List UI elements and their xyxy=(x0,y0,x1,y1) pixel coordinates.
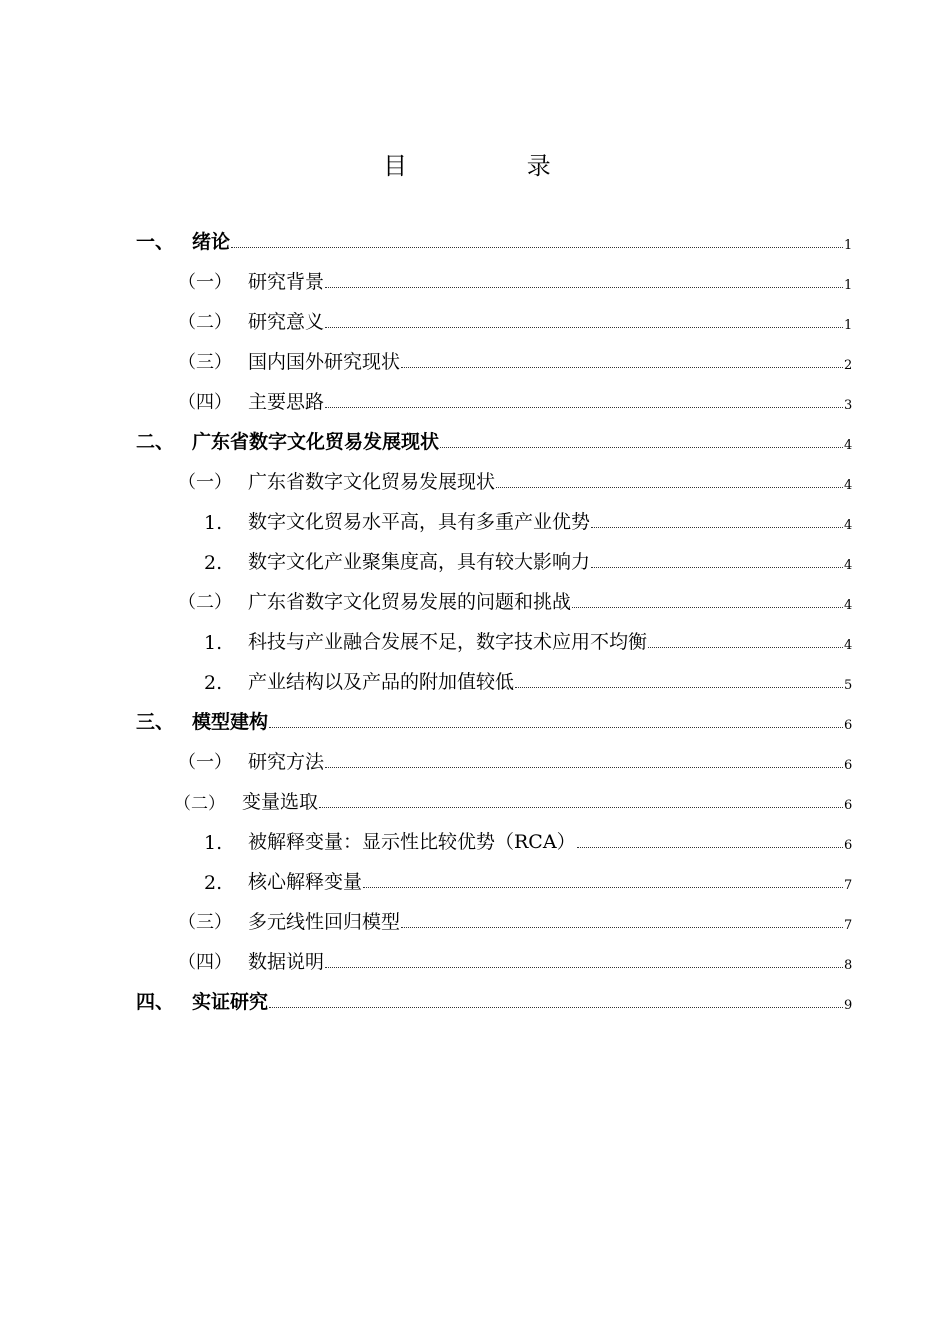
toc-title: 目 录 xyxy=(383,152,607,180)
toc-entry-page: 1 xyxy=(844,318,853,333)
toc-entry-page: 6 xyxy=(844,718,853,733)
toc-entry[interactable] xyxy=(136,814,852,854)
toc-entry[interactable] xyxy=(136,454,852,494)
toc-entry-page: 4 xyxy=(844,558,853,573)
dot-leader xyxy=(363,887,843,888)
dot-leader xyxy=(401,367,843,368)
toc-entry[interactable] xyxy=(136,294,852,334)
toc-entry-number: 二、 xyxy=(136,431,175,453)
toc-entry-label: 科技与产业融合发展不足，数字技术应用不均衡 xyxy=(248,631,648,653)
dot-leader xyxy=(269,1007,843,1008)
dot-leader xyxy=(648,647,843,648)
toc-entry-page: 4 xyxy=(844,518,853,533)
dot-leader xyxy=(401,927,843,928)
toc-entry-label: 实证研究 xyxy=(192,991,269,1013)
toc-entry-page: 4 xyxy=(844,638,853,653)
toc-entry[interactable] xyxy=(136,574,852,614)
toc-entry[interactable] xyxy=(136,654,852,694)
toc-entry-label: 被解释变量：显示性比较优势（RCA） xyxy=(248,831,576,853)
toc-entry-number: （三） xyxy=(178,912,232,933)
dot-leader xyxy=(325,287,843,288)
dot-leader xyxy=(591,527,843,528)
toc-entry-number: 2. xyxy=(204,872,223,894)
toc-entry[interactable] xyxy=(136,614,852,654)
toc-entry-label: 广东省数字文化贸易发展现状 xyxy=(248,471,496,493)
toc-entry-number: （二） xyxy=(178,592,232,613)
toc-entry-number: （四） xyxy=(178,392,232,413)
toc-entry[interactable] xyxy=(136,214,852,254)
toc-entry-number: 2. xyxy=(204,672,223,694)
toc-entry-label: 广东省数字文化贸易发展的问题和挑战 xyxy=(248,591,572,613)
toc-entry[interactable] xyxy=(136,414,852,454)
dot-leader xyxy=(325,327,843,328)
toc-entry[interactable] xyxy=(136,694,852,734)
dot-leader xyxy=(440,447,843,448)
toc-entry[interactable] xyxy=(136,734,852,774)
dot-leader xyxy=(269,727,843,728)
toc-entry-page: 5 xyxy=(844,678,853,693)
toc-entry-number: 四、 xyxy=(136,991,175,1013)
toc-entry[interactable] xyxy=(136,334,852,374)
dot-leader xyxy=(319,807,843,808)
dot-leader xyxy=(325,767,843,768)
toc-entry-page: 1 xyxy=(844,278,853,293)
toc-entry-label: 数据说明 xyxy=(248,951,325,973)
dot-leader xyxy=(591,567,843,568)
toc-entry-number: （三） xyxy=(178,352,232,373)
toc-entry-number: 一、 xyxy=(136,231,175,253)
toc-entry-number: 1. xyxy=(204,632,223,654)
toc-entry-number: （二） xyxy=(174,794,225,814)
toc-entry[interactable] xyxy=(136,774,852,814)
toc-entry-page: 6 xyxy=(844,758,853,773)
toc-entry-number: （一） xyxy=(178,752,232,773)
toc-entry-label: 产业结构以及产品的附加值较低 xyxy=(248,671,515,693)
toc-entry-number: （四） xyxy=(178,952,232,973)
toc-entry-number: 2. xyxy=(204,552,223,574)
table-of-contents xyxy=(136,214,852,1014)
toc-entry[interactable] xyxy=(136,854,852,894)
toc-entry-label: 广东省数字文化贸易发展现状 xyxy=(192,431,440,453)
dot-leader xyxy=(577,847,843,848)
toc-entry[interactable] xyxy=(136,374,852,414)
dot-leader xyxy=(572,607,843,608)
dot-leader xyxy=(325,407,843,408)
toc-entry-page: 2 xyxy=(844,358,853,373)
toc-entry-number: （二） xyxy=(178,312,232,333)
toc-entry-label: 研究方法 xyxy=(248,751,325,773)
toc-entry-label: 数字文化产业聚集度高，具有较大影响力 xyxy=(248,551,591,573)
dot-leader xyxy=(231,247,843,248)
dot-leader xyxy=(325,967,843,968)
toc-entry[interactable] xyxy=(136,494,852,534)
toc-entry-number: 三、 xyxy=(136,711,175,733)
toc-entry-number: （一） xyxy=(178,472,232,493)
dot-leader xyxy=(515,687,843,688)
toc-entry[interactable] xyxy=(136,534,852,574)
toc-entry-page: 1 xyxy=(844,238,853,253)
toc-entry-label: 模型建构 xyxy=(192,711,269,733)
toc-entry-label: 研究背景 xyxy=(248,271,325,293)
toc-entry[interactable] xyxy=(136,934,852,974)
toc-entry-page: 3 xyxy=(844,398,853,413)
toc-entry-page: 7 xyxy=(844,918,853,933)
toc-entry-page: 7 xyxy=(844,878,853,893)
toc-entry-number: 1. xyxy=(204,512,223,534)
toc-entry-label: 绪论 xyxy=(192,231,231,253)
toc-entry[interactable] xyxy=(136,254,852,294)
toc-entry-page: 6 xyxy=(844,798,853,813)
toc-entry-page: 6 xyxy=(844,838,853,853)
toc-entry-label: 多元线性回归模型 xyxy=(248,911,401,933)
toc-entry-number: 1. xyxy=(204,832,223,854)
toc-entry-number: （一） xyxy=(178,272,232,293)
toc-entry-label: 数字文化贸易水平高，具有多重产业优势 xyxy=(248,511,591,533)
toc-entry-page: 4 xyxy=(844,478,853,493)
toc-entry-label: 国内国外研究现状 xyxy=(248,351,401,373)
toc-entry-page: 4 xyxy=(844,438,853,453)
toc-entry[interactable] xyxy=(136,974,852,1014)
dot-leader xyxy=(496,487,843,488)
toc-entry-page: 8 xyxy=(844,958,853,973)
toc-entry[interactable] xyxy=(136,894,852,934)
toc-entry-label: 变量选取 xyxy=(242,791,319,813)
toc-entry-label: 研究意义 xyxy=(248,311,325,333)
toc-entry-label: 核心解释变量 xyxy=(248,871,363,893)
toc-entry-label: 主要思路 xyxy=(248,391,325,413)
toc-entry-page: 9 xyxy=(844,998,853,1013)
toc-entry-page: 4 xyxy=(844,598,853,613)
